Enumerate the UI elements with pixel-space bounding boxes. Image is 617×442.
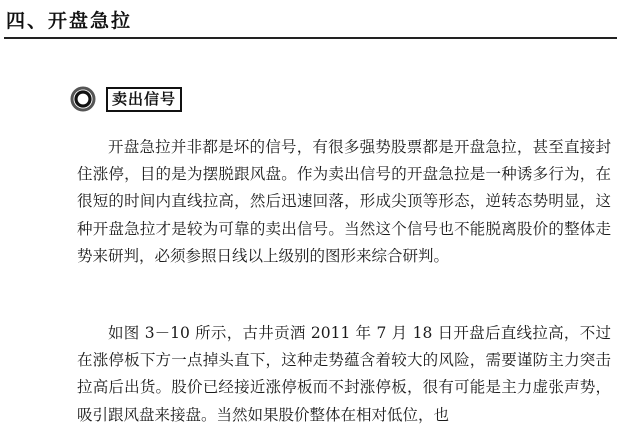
section-heading: 四、开盘急拉	[6, 10, 133, 32]
sell-signal-label: 卖出信号	[106, 87, 182, 112]
paragraph-intro: 开盘急拉并非都是坏的信号，有很多强势股票都是开盘急拉，甚至直接封住涨停，目的是为摆脱跟风盘。作为卖出信号的开盘急拉是一种诱多行为，在很短的时间内直线拉高，然后迅速回落，形成尖顶等形态，逆转态势明显，这种开盘急拉才是较为可靠的卖出信号。当然这个信号也不能脱离股价的整体走势来研判，必须参照日线以上级别的图形来综合研判。	[77, 138, 611, 265]
ring-icon	[70, 86, 96, 112]
heading-underline	[4, 37, 617, 39]
paragraph-example: 如图 3－10 所示，古井贡酒 2011 年 7 月 18 日开盘后直线拉高，不过在涨停板下方一点掉头直下，这种走势蕴含着较大的风险，需要谨防主力突击拉高后出货。股价已经接近涨停板而不封涨停板，很有可能是主力虚张声势，吸引跟风盘来接盘。当然如果股价整体在相对低位，也	[77, 324, 611, 424]
sell-signal-header	[70, 86, 182, 112]
